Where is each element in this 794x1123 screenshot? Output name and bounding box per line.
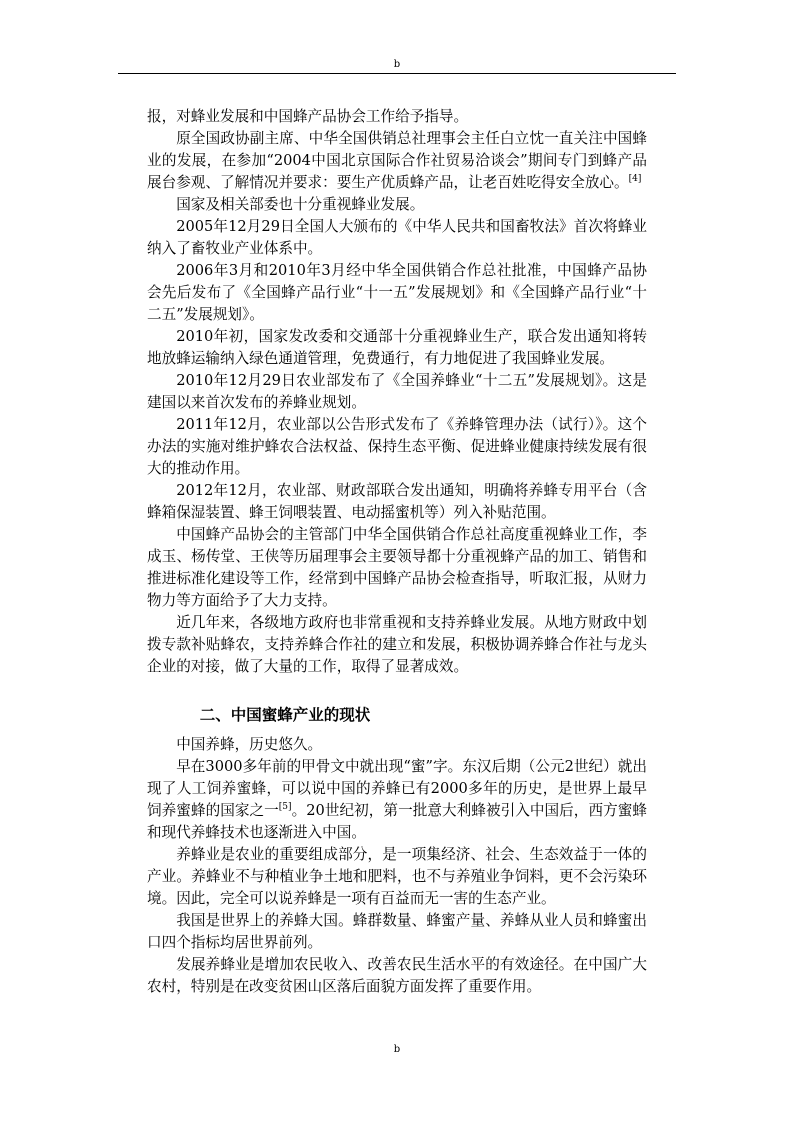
paragraph — [147, 734, 647, 756]
paragraph-text: 原全国政协副主席、中华全国供销总社理事会主任白立忱一直关注中国蜂业的发展，在参加“2004中国北京国际合作社贸易洽谈会”期间专门到蜂产品展台参观、了解情况并要求：要生产优质蜂产品，让老百姓吃得安全放心。 — [147, 130, 647, 191]
paragraph-text: 2006年3月和2010年3月经中华全国供销合作总社批准，中国蜂产品协会先后发布了《全国蜂产品行业“十一五”发展规划》和《全国蜂产品行业“十二五”发展规划》。 — [147, 262, 647, 323]
header-rule — [118, 73, 676, 74]
paragraph-text: 中国养蜂，历史悠久。 — [176, 736, 323, 753]
paragraph — [147, 756, 647, 844]
paragraph-text: 2012年12月，农业部、财政部联合发出通知，明确将养蜂专用平台（含蜂箱保湿装置、蜂王饲喂装置、电动摇蜜机等）列入补贴范围。 — [147, 482, 647, 521]
paragraph — [147, 260, 647, 326]
paragraph — [147, 910, 647, 954]
page-footer-mark: b — [393, 1044, 401, 1055]
paragraph-text: 2010年初，国家发改委和交通部十分重视蜂业生产，联合发出通知将转地放蜂运输纳入绿色通道管理，免费通行，有力地促进了我国蜂业发展。 — [147, 328, 647, 367]
paragraph-text: 中国蜂产品协会的主管部门中华全国供销合作总社高度重视蜂业工作，李成玉、杨传堂、王侠等历届理事会主要领导都十分重视蜂产品的加工、销售和推进标准化建设等工作，经常到中国蜂产品协会检查指导，听取汇报，从财力物力等方面给予了大力支持。 — [147, 526, 647, 609]
paragraph — [147, 128, 647, 194]
section-heading: 二、中国蜜蜂产业的现状 — [199, 705, 371, 724]
citation-ref: [4] — [628, 174, 642, 184]
document-body — [147, 106, 647, 998]
paragraph-text: 2011年12月，农业部以公告形式发布了《养蜂管理办法（试行）》。这个办法的实施对维护蜂农合法权益、保持生态平衡、促进蜂业健康持续发展有很大的推动作用。 — [147, 416, 647, 477]
paragraph-text: 近几年来，各级地方政府也非常重视和支持养蜂业发展。从地方财政中划拨专款补贴蜂农，支持养蜂合作社的建立和发展，积极协调养蜂合作社与龙头企业的对接，做了大量的工作，取得了显著成效。 — [147, 614, 647, 675]
paragraph-text-after-ref: 。20世纪初，第一批意大利蜂被引入中国后，西方蜜蜂和现代养蜂技术也逐渐进入中国。 — [147, 802, 647, 841]
page-header-mark: b — [393, 59, 401, 70]
paragraph — [147, 370, 647, 414]
paragraph — [147, 414, 647, 480]
paragraph — [147, 194, 647, 216]
paragraph-continuation — [147, 106, 647, 128]
paragraph-text: 养蜂业是农业的重要组成部分，是一项集经济、社会、生态效益于一体的产业。养蜂业不与种植业争土地和肥料，也不与养殖业争饲料，更不会污染环境。因此，完全可以说养蜂是一项有百益而无一害的生态产业。 — [147, 846, 647, 907]
paragraph-text: 我国是世界上的养蜂大国。蜂群数量、蜂蜜产量、养蜂从业人员和蜂蜜出口四个指标均居世界前列。 — [147, 912, 647, 951]
paragraph-text: 2005年12月29日全国人大颁布的《中华人民共和国畜牧法》首次将蜂业纳入了畜牧业产业体系中。 — [147, 218, 647, 257]
paragraph — [147, 216, 647, 260]
paragraph — [147, 844, 647, 910]
paragraph — [147, 612, 647, 678]
paragraph-text: 国家及相关部委也十分重视蜂业发展。 — [176, 196, 425, 213]
paragraph — [147, 480, 647, 524]
paragraph-text: 发展养蜂业是增加农民收入、改善农民生活水平的有效途径。在中国广大农村，特别是在改变贫困山区落后面貌方面发挥了重要作用。 — [147, 956, 647, 995]
paragraph-text: 早在3000多年前的甲骨文中就出现“蜜”字。东汉后期（公元2世纪）就出现了人工饲养蜜蜂，可以说中国的养蜂已有2000多年的历史，是世界上最早饲养蜜蜂的国家之一 — [147, 758, 647, 819]
paragraph — [147, 954, 647, 998]
paragraph-text: 2010年12月29日农业部发布了《全国养蜂业“十二五”发展规划》。这是建国以来首次发布的养蜂业规划。 — [147, 372, 647, 411]
paragraph-text: 报，对蜂业发展和中国蜂产品协会工作给予指导。 — [147, 108, 469, 125]
paragraph — [147, 524, 647, 612]
citation-ref: [5] — [278, 802, 292, 812]
paragraph — [147, 326, 647, 370]
